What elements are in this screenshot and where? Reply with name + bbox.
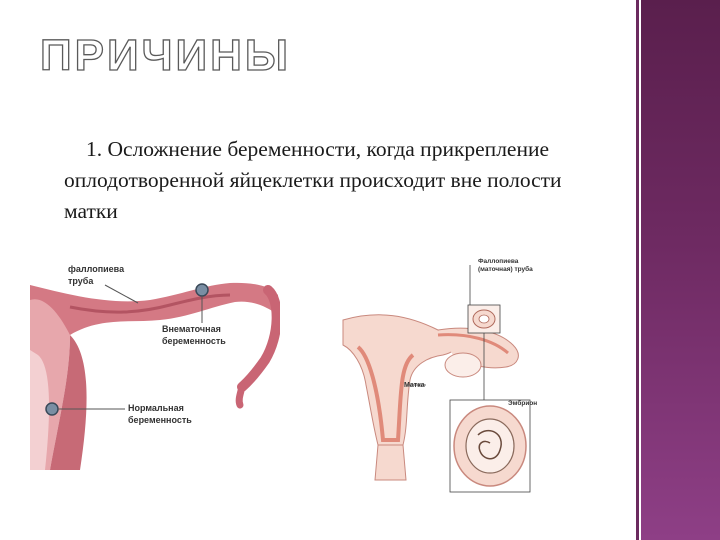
label-fallopian-1: Фаллопиева — [478, 258, 519, 265]
label-uterus: Матка — [404, 382, 425, 389]
label-ectopic-1: Внематочная — [162, 324, 221, 334]
figure-ectopic-diagram — [30, 255, 280, 470]
label-fallopian-tube-1: фаллопиева — [68, 264, 125, 274]
sidebar-edge — [636, 0, 639, 540]
slide-title-text: ПРИЧИНЫ — [40, 31, 291, 80]
figure-embryo-diagram — [338, 255, 544, 495]
cause-description — [64, 134, 584, 227]
decorative-sidebar — [641, 0, 720, 540]
cause-item-1: 1. Осложнение беременности, когда прикрепление оплодотворенной яйцеклетки происходит вне полости матки — [64, 137, 562, 223]
label-normal-2: беременность — [128, 415, 192, 425]
label-fallopian-tube-2: труба — [68, 276, 94, 286]
label-fallopian-2: (маточная) труба — [478, 266, 533, 273]
label-embryo: Эмбрион — [508, 400, 538, 407]
label-ectopic-2: беременность — [162, 336, 226, 346]
label-normal-1: Нормальная — [128, 403, 184, 413]
slide-title — [38, 30, 298, 80]
